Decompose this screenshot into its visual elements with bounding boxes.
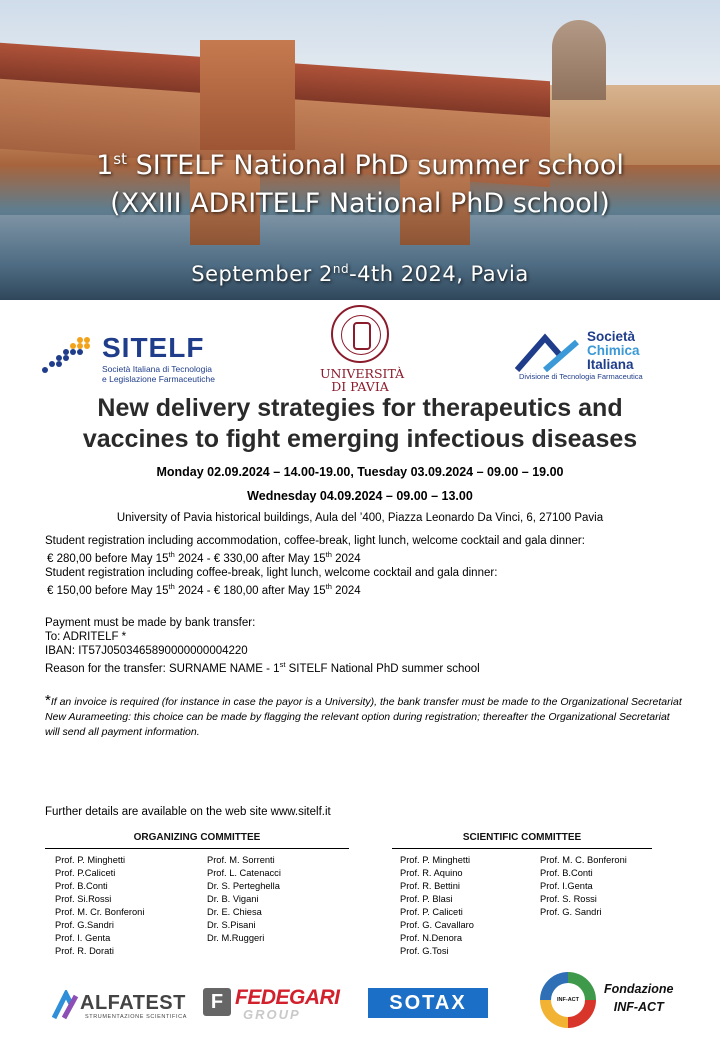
venue: University of Pavia historical buildings, Aula del ’400, Piazza Leonardo Da Vinci, 6, 27100 Pavia	[116, 512, 604, 524]
organizing-committee	[45, 832, 349, 958]
reg2-description: Student registration including coffee-break, light lunch, welcome cocktail and gala dinner:	[45, 566, 498, 579]
payment-reason: Reason for the transfer: SURNAME NAME - 1st SITELF National PhD summer school	[45, 660, 480, 675]
sitelf-dots-icon	[40, 334, 100, 374]
hero-bridge-tower	[200, 40, 295, 150]
hero-dates: September 2nd-4th 2024, Pavia	[191, 262, 529, 286]
scientific-committee	[392, 832, 652, 958]
infact-logo	[540, 972, 690, 1032]
reg2-price: € 150,00 before May 15th 2024 - € 180,00 after May 15th 2024	[47, 581, 361, 597]
committee-member: Dr. E. Chiesa	[207, 907, 262, 917]
committee-member: Prof. I. Genta	[55, 933, 111, 943]
sci-name: Società Chimica Italiana	[587, 329, 640, 372]
sci-logo	[515, 328, 665, 383]
hero-title-line2: (XXIII ADRITELF National PhD school)	[110, 188, 610, 219]
unipv-logo	[320, 305, 405, 395]
committee-member: Prof. B.Conti	[55, 881, 108, 891]
organizing-col2	[207, 854, 281, 958]
sitelf-name: SITELF	[102, 332, 205, 363]
committee-member: Prof. M. C. Bonferoni	[540, 855, 627, 865]
committee-member: Prof. R. Dorati	[55, 946, 114, 956]
alfatest-logo: ALFATEST STRUMENTAZIONE SCIENTIFICA	[52, 988, 187, 1026]
unipv-seal-icon	[331, 305, 389, 363]
sitelf-logo	[40, 330, 225, 384]
fedegari-mark-icon: F	[203, 988, 231, 1016]
committee-member: Prof. P. Minghetti	[400, 855, 471, 865]
committee-member: Prof. G. Sandri	[540, 907, 602, 917]
committee-member: Prof. G.Sandri	[55, 920, 114, 930]
payment-line: Payment must be made by bank transfer:	[45, 617, 256, 629]
hero-water	[0, 215, 720, 300]
committee-member: Prof. N.Denora	[400, 933, 463, 943]
committee-member: Prof. S. Rossi	[540, 894, 597, 904]
reg1-description: Student registration including accommodation, coffee-break, light lunch, welcome cocktail and gala dinner:	[45, 535, 585, 547]
fedegari-logo: F FEDEGARI GROUP	[203, 986, 348, 1024]
committee-member: Prof. L. Catenacci	[207, 868, 281, 878]
organizing-col1	[45, 854, 207, 958]
committee-member: Prof. R. Aquino	[400, 868, 463, 878]
scientific-committee-title: SCIENTIFIC COMMITTEE	[392, 832, 652, 849]
committee-member: Dr. S. Perteghella	[207, 881, 280, 891]
committee-member: Prof. B.Conti	[540, 868, 593, 878]
committee-member: Prof. P. Minghetti	[55, 855, 126, 865]
sotax-logo: SOTAX	[368, 988, 488, 1018]
committee-member: Dr. B. Vigani	[207, 894, 259, 904]
payment-iban: IBAN: IT57J0503465890000000004220	[45, 645, 248, 657]
reg1-price: € 280,00 before May 15th 2024 - € 330,00 after May 15th 2024	[47, 550, 361, 565]
scientific-col2	[540, 854, 627, 958]
payment-recipient: To: ADRITELF *	[45, 631, 127, 643]
committee-member: Prof. I.Genta	[540, 881, 593, 891]
committee-member: Prof. P. Blasi	[400, 894, 453, 904]
organizing-committee-title: ORGANIZING COMMITTEE	[45, 832, 349, 849]
schedule-line2: Wednesday 04.09.2024 – 09.00 – 13.00	[247, 489, 473, 503]
committee-member: Prof. P. Caliceti	[400, 907, 463, 917]
alfatest-mark-icon	[52, 990, 82, 1020]
hero-banner	[0, 0, 720, 300]
sci-mark-icon	[515, 332, 583, 372]
payment-info	[45, 616, 685, 676]
hero-title-line1: 1st SITELF National PhD summer school	[96, 150, 624, 181]
committee-member: Prof. P.Caliceti	[55, 868, 116, 878]
committee-member: Prof. M. Cr. Bonferoni	[55, 907, 145, 917]
committee-member: Prof. G. Cavallaro	[400, 920, 474, 930]
registration-fees	[45, 534, 685, 598]
committee-member: Prof. R. Bettini	[400, 881, 460, 891]
hero-dome	[552, 20, 606, 100]
scientific-col1	[392, 854, 540, 958]
schedule-line1: Monday 02.09.2024 – 14.00-19.00, Tuesday 03.09.2024 – 09.00 – 19.00	[156, 465, 564, 479]
infact-name: Fondazione INF-ACT	[604, 982, 674, 1014]
infact-mark-icon: INF-ACT	[540, 972, 596, 1028]
committee-member: Dr. M.Ruggeri	[207, 933, 265, 943]
sci-subtitle: Divisione di Tecnologia Farmaceutica	[519, 372, 643, 381]
unipv-name: UNIVERSITÀ DI PAVIA	[320, 366, 405, 394]
committee-member: Prof. M. Sorrenti	[207, 855, 275, 865]
further-details: Further details are available on the web site www.sitelf.it	[45, 806, 331, 818]
invoice-note: *If an invoice is required (for instance in case the payor is a University), the bank transfer must be made to the Organizational Secretariat New Aurameeting: this choice can be made by flagging the relevant option during registration; thereafter the Organizational Secretariat will send all payment information.	[45, 692, 682, 738]
committee-member: Dr. S.Pisani	[207, 920, 256, 930]
committee-member: Prof. G.Tosi	[400, 946, 449, 956]
main-title: New delivery strategies for therapeutics and vaccines to fight emerging infectious diseases	[82, 394, 638, 453]
sitelf-subtitle: Società Italiana di Tecnologia e Legislazione Farmaceutiche	[102, 364, 215, 384]
committee-member: Prof. Si.Rossi	[55, 894, 112, 904]
